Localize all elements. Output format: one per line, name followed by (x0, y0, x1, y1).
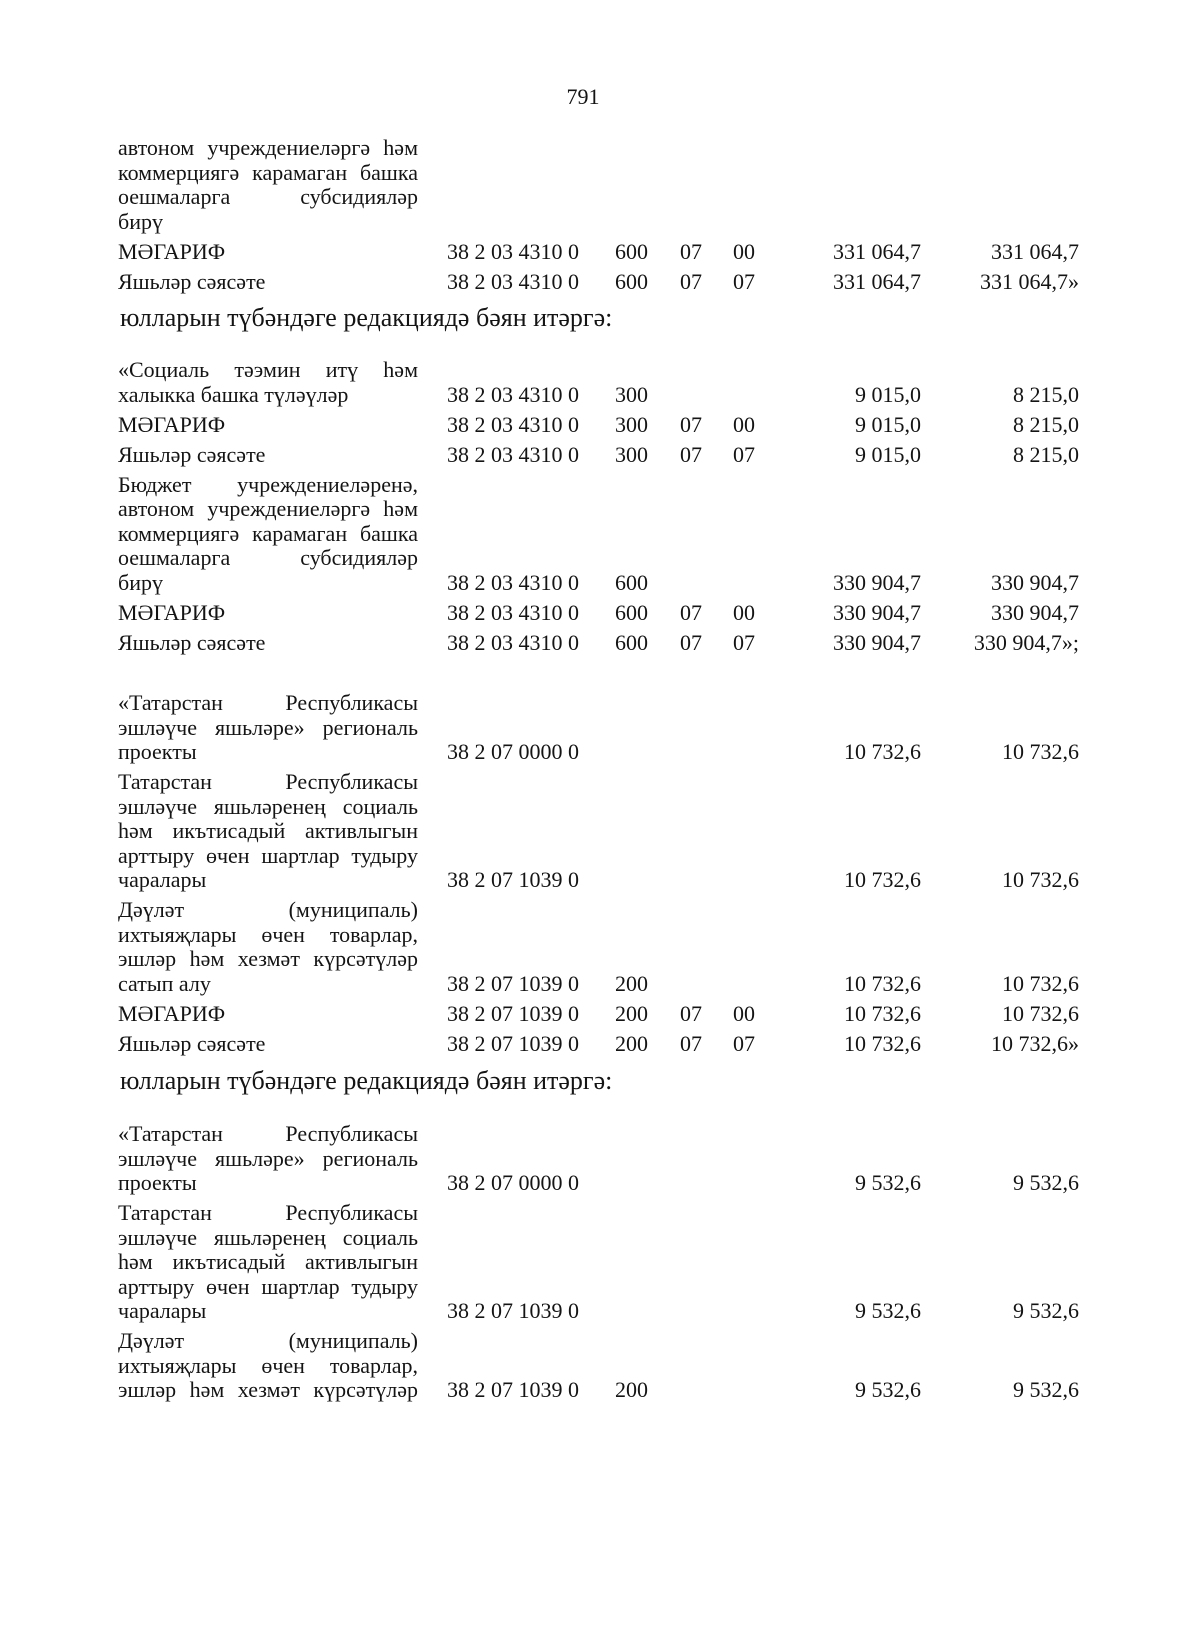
row-name (118, 898, 418, 996)
expense-type-code: 200 (615, 1377, 648, 1402)
subsection-code: 07 (733, 268, 755, 294)
row-name-line: ихтыяҗлары өчен товарлар, (118, 1352, 418, 1378)
subsection-code: 00 (733, 411, 755, 437)
row-name-line: эшләр һәм хезмәт күрсәтүләр (118, 946, 418, 971)
row-name-line: МӘГАРИФ (118, 1000, 226, 1026)
table-row (118, 1002, 1088, 1027)
budget-table-block (118, 1122, 1088, 1403)
amount-second-year: 330 904,7»; (973, 629, 1079, 655)
row-name-line: халыкка башка түләүләр (118, 381, 349, 407)
row-name-line: Яшьләр сәясәте (118, 1030, 266, 1056)
target-item-code: 38 2 07 0000 0 (447, 1170, 579, 1195)
subsection-code: 00 (733, 238, 755, 264)
section-code: 07 (680, 629, 702, 655)
row-name-line: бирү (118, 569, 163, 595)
expense-type-code: 600 (615, 268, 648, 294)
amount-second-year: 10 732,6» (991, 1030, 1079, 1056)
expense-type-code: 200 (615, 1000, 648, 1026)
subsection-code: 07 (733, 629, 755, 655)
target-item-code: 38 2 07 1039 0 (447, 1000, 579, 1026)
row-name (118, 770, 418, 893)
row-name-line: чаралары (118, 1298, 207, 1323)
row-name (118, 240, 418, 265)
amount-second-year: 8 215,0 (1013, 381, 1079, 407)
instruction-heading: юлларын түбәндәге редакциядә бәян итәргә: (120, 1066, 613, 1095)
row-name (118, 691, 418, 765)
amount-first-year: 331 064,7 (833, 268, 921, 294)
row-name-line: Татарстан Республикасы (118, 769, 418, 794)
section-code: 07 (680, 268, 702, 294)
row-name (118, 443, 418, 468)
row-name-line: арттыру өчен шартлар тудыру (118, 1273, 418, 1299)
table-row (118, 473, 1088, 596)
amount-second-year: 10 732,6 (1002, 1000, 1079, 1026)
row-name-line: арттыру өчен шартлар тудыру (118, 842, 418, 868)
row-name-line: «Татарстан Республикасы (118, 1121, 418, 1146)
amount-second-year: 10 732,6 (1002, 970, 1079, 996)
subsection-code: 07 (733, 1030, 755, 1056)
amount-first-year: 9 015,0 (855, 381, 921, 407)
section-code: 07 (680, 411, 702, 437)
target-item-code: 38 2 03 4310 0 (447, 381, 579, 407)
amount-second-year: 10 732,6 (1002, 867, 1079, 892)
row-name-line: «Татарстан Республикасы (118, 690, 418, 715)
row-name (118, 1002, 418, 1027)
table-row (118, 270, 1088, 295)
row-name (118, 1201, 418, 1324)
row-name (118, 136, 418, 234)
budget-table-block (118, 691, 1088, 1056)
row-name (118, 631, 418, 656)
budget-table-block (118, 358, 1088, 655)
amount-second-year: 9 532,6 (1013, 1298, 1079, 1323)
table-row (118, 1201, 1088, 1324)
row-name-line: оешмаларга субсидияләр (118, 545, 418, 570)
row-name (118, 270, 418, 295)
page-number: 791 (566, 84, 600, 109)
subsection-code: 07 (733, 441, 755, 467)
amount-first-year: 330 904,7 (833, 599, 921, 625)
table-row (118, 691, 1088, 765)
table-row (118, 1329, 1088, 1403)
row-name-line: һәм икътисадый активлыгын (118, 1249, 418, 1274)
table-row (118, 1032, 1088, 1057)
row-name-line: эшләүче яшьләренең социаль (118, 1224, 418, 1250)
target-item-code: 38 2 03 4310 0 (447, 268, 579, 294)
amount-second-year: 331 064,7» (980, 268, 1079, 294)
target-item-code: 38 2 03 4310 0 (447, 441, 579, 467)
amount-first-year: 331 064,7 (833, 238, 921, 264)
target-item-code: 38 2 03 4310 0 (447, 569, 579, 595)
row-name-line: бирү (118, 208, 163, 234)
row-name-line: Бюджет учреждениеләренә, (118, 471, 418, 497)
table-row (118, 240, 1088, 265)
row-name (118, 358, 418, 407)
row-name-line: Яшьләр сәясәте (118, 629, 266, 655)
row-name-line: ихтыяҗлары өчен товарлар, (118, 921, 418, 947)
row-name-line: МӘГАРИФ (118, 411, 226, 437)
row-name-line: МӘГАРИФ (118, 599, 226, 625)
amount-first-year: 9 532,6 (855, 1170, 921, 1195)
amount-second-year: 8 215,0 (1013, 411, 1079, 437)
target-item-code: 38 2 03 4310 0 (447, 238, 579, 264)
expense-type-code: 600 (615, 569, 648, 595)
amount-first-year: 9 532,6 (855, 1377, 921, 1402)
target-item-code: 38 2 07 1039 0 (447, 867, 579, 892)
row-name (118, 1032, 418, 1057)
row-name-line: проекты (118, 739, 197, 764)
row-name-line: һәм икътисадый активлыгын (118, 818, 418, 843)
table-row (118, 358, 1088, 407)
expense-type-code: 200 (615, 1030, 648, 1056)
amount-second-year: 9 532,6 (1013, 1377, 1079, 1402)
expense-type-code: 600 (615, 599, 648, 625)
row-name (118, 413, 418, 438)
target-item-code: 38 2 03 4310 0 (447, 411, 579, 437)
row-name-line: эшләүче яшьләре» региональ (118, 1145, 418, 1171)
amount-first-year: 330 904,7 (833, 629, 921, 655)
amount-first-year: 10 732,6 (844, 1000, 921, 1026)
expense-type-code: 200 (615, 970, 648, 996)
row-name-line: Дәүләт (муниципаль) (118, 1328, 418, 1353)
target-item-code: 38 2 03 4310 0 (447, 599, 579, 625)
row-name (118, 1122, 418, 1196)
target-item-code: 38 2 03 4310 0 (447, 629, 579, 655)
amount-first-year: 9 015,0 (855, 441, 921, 467)
amount-first-year: 10 732,6 (844, 867, 921, 892)
amount-second-year: 8 215,0 (1013, 441, 1079, 467)
amount-first-year: 330 904,7 (833, 569, 921, 595)
amount-second-year: 10 732,6 (1002, 739, 1079, 764)
row-name-line: коммерциягә карамаган башка (118, 520, 418, 546)
target-item-code: 38 2 07 1039 0 (447, 970, 579, 996)
row-name-line: чаралары (118, 867, 207, 892)
section-code: 07 (680, 441, 702, 467)
amount-first-year: 10 732,6 (844, 970, 921, 996)
table-row (118, 413, 1088, 438)
target-item-code: 38 2 07 1039 0 (447, 1030, 579, 1056)
expense-type-code: 300 (615, 411, 648, 437)
amount-first-year: 9 015,0 (855, 411, 921, 437)
expense-type-code: 300 (615, 441, 648, 467)
target-item-code: 38 2 07 1039 0 (447, 1377, 579, 1402)
instruction-heading: юлларын түбәндәге редакциядә бәян итәргә: (120, 303, 613, 332)
row-name-line: Дәүләт (муниципаль) (118, 897, 418, 922)
row-name-line: автоном учреждениеләргә һәм (118, 135, 418, 160)
amount-second-year: 330 904,7 (991, 569, 1079, 595)
row-name-line: оешмаларга субсидияләр (118, 184, 418, 209)
expense-type-code: 600 (615, 629, 648, 655)
amount-second-year: 9 532,6 (1013, 1170, 1079, 1195)
table-row (118, 898, 1088, 996)
row-name (118, 601, 418, 626)
row-name-line: проекты (118, 1170, 197, 1195)
section-code: 07 (680, 1000, 702, 1026)
amount-second-year: 331 064,7 (991, 238, 1079, 264)
row-name-line: «Социаль тәэмин итү һәм (118, 357, 418, 382)
section-code: 07 (680, 238, 702, 264)
table-row (118, 1122, 1088, 1196)
target-item-code: 38 2 07 0000 0 (447, 739, 579, 764)
row-name-line: Яшьләр сәясәте (118, 268, 266, 294)
row-name (118, 473, 418, 596)
row-name-line: эшләүче яшьләре» региональ (118, 714, 418, 740)
table-row (118, 443, 1088, 468)
row-name-line: Яшьләр сәясәте (118, 441, 266, 467)
amount-first-year: 10 732,6 (844, 739, 921, 764)
expense-type-code: 300 (615, 381, 648, 407)
amount-first-year: 9 532,6 (855, 1298, 921, 1323)
section-code: 07 (680, 599, 702, 625)
amount-second-year: 330 904,7 (991, 599, 1079, 625)
table-row (118, 136, 1088, 234)
table-row (118, 601, 1088, 626)
subsection-code: 00 (733, 599, 755, 625)
row-name-line: эшләүче яшьләренең социаль (118, 793, 418, 819)
row-name-line: эшләр һәм хезмәт күрсәтүләр (118, 1377, 418, 1402)
row-name-line: МӘГАРИФ (118, 238, 226, 264)
table-row (118, 631, 1088, 656)
target-item-code: 38 2 07 1039 0 (447, 1298, 579, 1323)
expense-type-code: 600 (615, 238, 648, 264)
subsection-code: 00 (733, 1000, 755, 1026)
row-name-line: автоном учреждениеләргә һәм (118, 496, 418, 521)
section-code: 07 (680, 1030, 702, 1056)
table-row (118, 770, 1088, 893)
row-name (118, 1329, 418, 1403)
budget-table-block (118, 136, 1088, 294)
row-name-line: Татарстан Республикасы (118, 1200, 418, 1225)
amount-first-year: 10 732,6 (844, 1030, 921, 1056)
row-name-line: сатып алу (118, 970, 211, 996)
row-name-line: коммерциягә карамаган башка (118, 159, 418, 185)
